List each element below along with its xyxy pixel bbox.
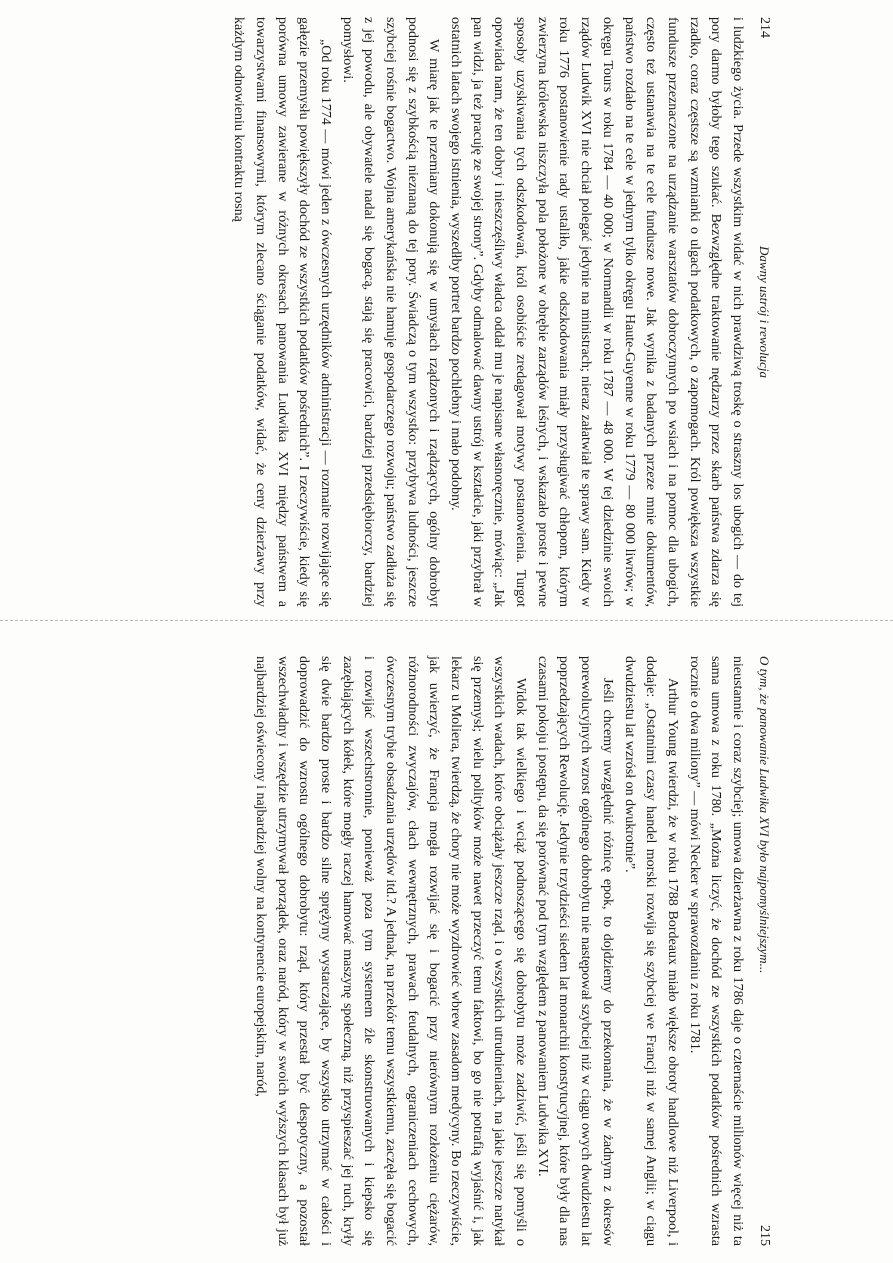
right-page-header	[748, 656, 772, 1246]
left-page	[122, 17, 772, 607]
page-fold-line	[0, 620, 893, 621]
paragraph: „Od roku 1774 — mówi jeden z ówczesnych urzędników administracji — rozmaite rozwijające się gałęzie przemysłu powiększyły dochód ze wszystkich podatków pośrednich”. I rzeczywiście, kiedy się porówna umowy zawierane w różnych okresach panowania Ludwika XVI między państwem a towarzystwami finansowymi, którym zlecano ściąganie podatków, widać, że ceny dzierżawy przy każdym odnowieniu kontraktu rosną	[230, 17, 333, 607]
paragraph: nieustannie i coraz szybciej; umowa dzierżawna z roku 1786 daje o czternaście milionów więcej niż ta sama umowa z roku 1780. „Można liczyć, że dochód ze wszystkich podatków pośrednich wzrasta rocznie o dwa miliony” — mówi Necker w sprawozdaniu z roku 1781.	[686, 656, 745, 1246]
paragraph: Widok tak wielkiego i wciąż podnoszącego się dobrobytu może zadziwić, jeśli się pomyśli o wszystkich wadach, które obciążały jeszcze rząd, i o wszystkich utrudnieniach, na jakie jeszcze natykał się przemysł; wielu polityków może nawet przeczyć temu faktowi, bo go nie potrafią wyjaśnić i, jak lekarz u Moliera, twierdzą, że chory nie może wyzdrowieć wbrew zasadom medycyny. Bo rzeczywiście, jak uwierzyć, że Francja mogła rozwijać się i bogacić przy nierównym rozłożeniu ciężarów, różnorodności zwyczajów, cłach wewnętrznych, prawach feudalnych, ograniczeniach cechowych, ówczesnym trybie obsadzania urzędów itd.? A jednak, na przekór temu wszystkiemu, zaczęła się bogacić i rozwijać wszechstronnie, ponieważ poza tym systemem źle skonstruowanych i kiepsko się zazębiających kółek, które mogły raczej hamować maszynę społeczną, niż przyspieszać jej ruch, kryły się dwie bardzo proste i bardzo silne sprężyny wystarczające, by wszystko utrzymać w całości i doprowadzić do wzrostu ogólnego dobrobytu: rząd, który przestał być despotyczny, a pozostał wszechwładny i wszędzie utrzymywał porządek, oraz naród, który w swoich wyższych klasach był już najbardziej oświecony i najbardziej wolny na kontynencie europejskim, naród,	[252, 656, 528, 1246]
right-page	[122, 656, 772, 1246]
paragraph: i ludzkiego życia. Przede wszystkim widać w nich prawdziwą troskę o straszny los ubogich — do tej pory darmo byłoby tego szukać. Bezwzględne traktowanie nędzarzy przez skarb państwa zdarza się rzadko, coraz częstsze są wzmianki o ulgach podatkowych, o zapomogach. Król powiększa wszystkie fundusze przeznaczone na urządzanie warsztatów dobroczynnych po wsiach i na pomoc dla ubogich, często też ustanawia na te cele fundusze nowe. Jak wynika z badanych przeze mnie dokumentów, państwo rozdało na te cele w jednym tylko okręgu Haute-Guyenne w roku 1779 — 80 000 liwrów; w okręgu Tours w roku 1784 — 40 000; w Normandii w roku 1787 — 48 000. W tej dziedzinie swoich rządów Ludwik XVI nie chciał polegać jedynie na ministrach; nieraz załatwiał te sprawy sam. Kiedy w roku 1776 postanowienie rady ustaliło, jakie odszkodowania miały przysługiwać chłopom, którym zwierzyna królewska niszczyła pola położone w obrębie zarządów leśnych, i wskazało proste i pewne sposoby uzyskiwania tych odszkodowań, król osobiście zredagował motywy postanowienia. Turgot opowiada nam, że ten dobry i nieszczęśliwy władca oddał mu je napisane własnoręcznie, mówiąc: „Jak pan widzi, ja też pracuję ze swojej strony”. Gdyby odmalować dawny ustrój w kształcie, jaki przybrał w ostatnich latach swojego istnienia, wyszedłby portret bardzo pochlebny i mało podobny.	[447, 17, 745, 607]
paragraph: Jeśli chcemy uwzględnić różnicę epok, to dojdziemy do przekonania, że w żadnym z okresów porewolucyjnych wzrost ogólnego dobrobytu nie następował szybciej niż w ciągu owych dwudziestu lat poprzedzających Rewolucję. Jedynie trzydzieści siedem lat monarchii konstytucyjnej, które były dla nas czasami pokoju i postępu, da się porównać pod tym względem z panowaniem Ludwika XVI.	[534, 656, 615, 1246]
left-page-number: 214	[756, 17, 772, 38]
left-running-head: Dawny ustrój i rewolucja	[756, 245, 772, 379]
paragraph: W miarę jak te przemiany dokonują się w umysłach rządzonych i rządzących, ogólny dobrobyt podnosi się z szybkością nieznaną do tej pory. Świadczą o tym wszystko: przybywa ludności, jeszcze szybciej rośnie bogactwo. Wojna amerykańska nie hamuje gospodarczego rozwoju; państwo zadłuża się z jej powodu, ale obywatele nadal się bogacą, stają się pracowici, bardziej przedsiębiorczy, bardziej pomysłowi.	[339, 17, 441, 607]
left-page-header	[748, 17, 772, 607]
right-page-number: 215	[756, 1225, 772, 1246]
right-page-body	[249, 656, 748, 1246]
right-running-head: O tym, że panowanie Ludwika XVI było najpomyślniejszym...	[756, 656, 772, 974]
paragraph: Arthur Young twierdzi, że w roku 1788 Bordeaux miało większe obroty handlowe niż Liverpool, i dodaje: „Ostatnimi czasy handel morski rozwija się szybciej we Francji niż w samej Anglii; w ciągu dwudziestu lat wzrósł on dwukrotnie”.	[621, 656, 680, 1246]
left-page-body	[227, 17, 748, 607]
